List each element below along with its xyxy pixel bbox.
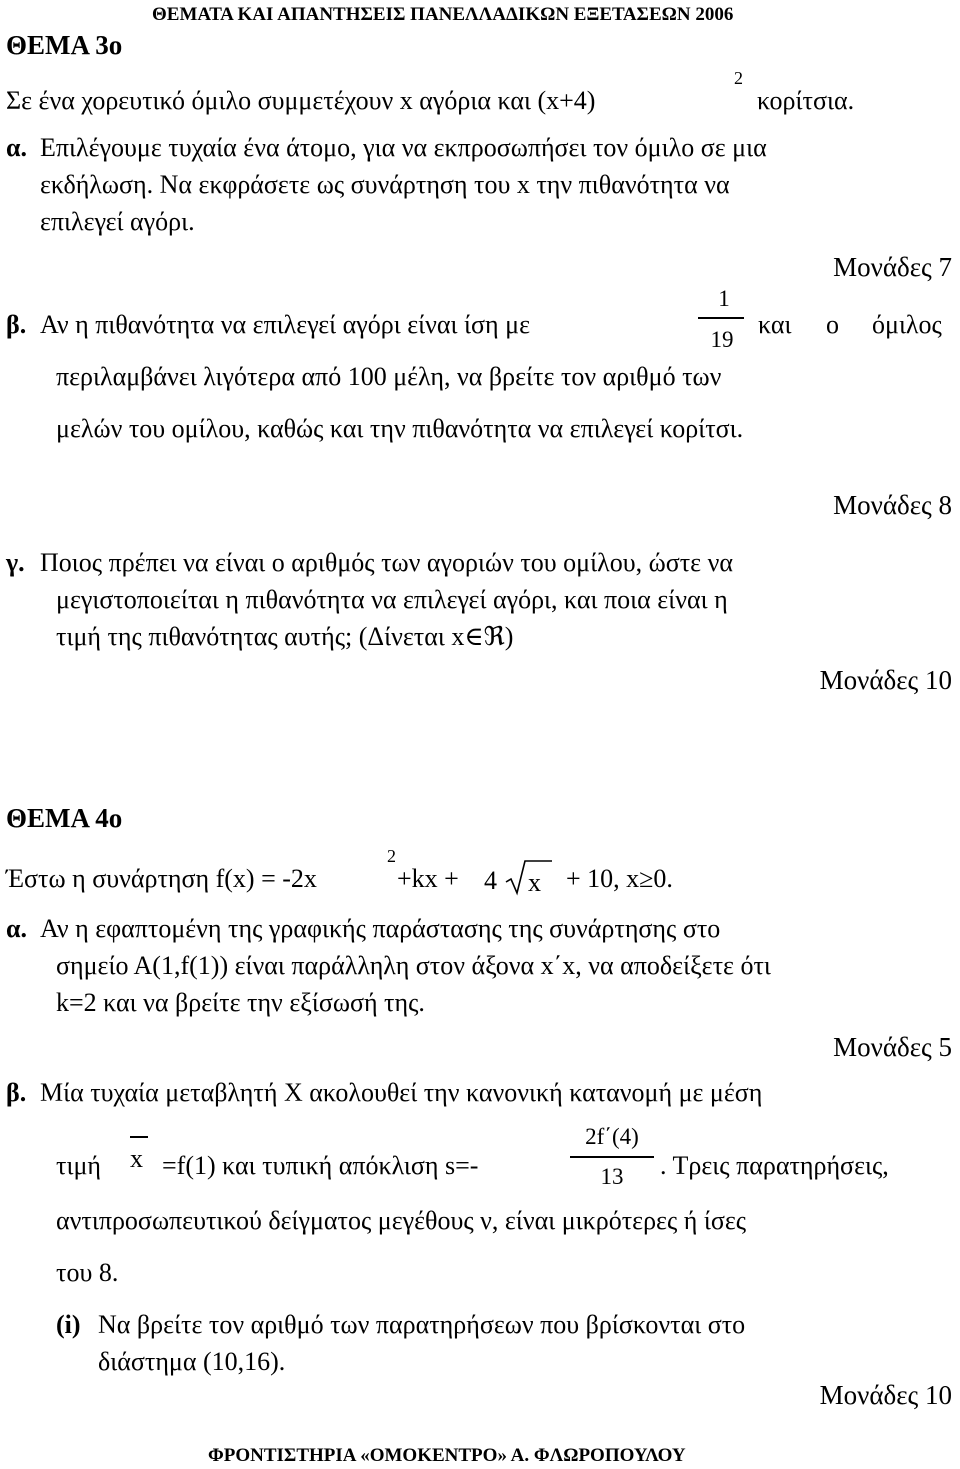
theme3-intro-end: κορίτσια. [757, 86, 855, 115]
theme3-title: ΘΕΜΑ 3ο [6, 30, 123, 60]
theme4-b-fraction-denominator: 13 [600, 1164, 624, 1189]
theme4-subquestion-i-line2: διάστημα (10,16). [98, 1347, 286, 1376]
theme3-question-b-line2: περιλαμβάνει λιγότερα από 100 μέλη, να βρείτε τον αριθμό των [56, 362, 722, 391]
theme3-question-b-line3: μελών του ομίλου, καθώς και την πιθανότητα να επιλεγεί κορίτσι. [56, 414, 744, 443]
theme3-question-b-line1d: όμιλος [872, 310, 942, 339]
theme4-function-part1: Έστω η συνάρτηση f(x) = -2x [6, 864, 317, 893]
theme4-question-b-line2a: τιμή [56, 1151, 101, 1180]
theme4-subquestion-i-line1: Να βρείτε τον αριθμό των παρατηρήσεων που βρίσκονται στο [98, 1310, 746, 1339]
theme3-question-c-points: Μονάδες 10 [819, 665, 952, 695]
theme4-function-exponent: 2 [387, 846, 396, 866]
theme4-question-b-line4: του 8. [56, 1258, 119, 1287]
theme3-question-b-label: β. [6, 310, 27, 339]
theme4-question-a-line2: σημείο Α(1,f(1)) είναι παράλληλη στον άξονα x΄x, να αποδείξετε ότι [56, 951, 771, 980]
page-footer: ΦΡΟΝΤΙΣΤΗΡΙΑ «ΟΜΟΚΕΝΤΡΟ» Α. ΦΛΩΡΟΠΟΥΛΟΥ [208, 1445, 686, 1466]
mean-bar [130, 1136, 148, 1138]
theme4-question-a-label: α. [6, 914, 28, 943]
theme4-function-coefficient: 4 [484, 866, 497, 895]
theme4-title: ΘΕΜΑ 4ο [6, 803, 123, 833]
theme4-question-b-line2c: . Τρεις παρατηρήσεις, [660, 1151, 889, 1180]
page-header-title: ΘΕΜΑΤΑ ΚΑΙ ΑΠΑΝΤΗΣΕΙΣ ΠΑΝΕΛΛΑΔΙΚΩΝ ΕΞΕΤΑΣΕΩΝ 2006 [152, 4, 734, 25]
theme4-question-a-line3: k=2 και να βρείτε την εξίσωσή της. [56, 988, 425, 1017]
theme3-question-b-line1c: ο [826, 310, 839, 339]
theme3-question-b-line1b: και [758, 310, 792, 339]
theme3-b-fraction-denominator: 19 [710, 327, 734, 352]
theme4-mean-symbol: x [130, 1144, 143, 1173]
theme4-question-a-points: Μονάδες 5 [833, 1032, 952, 1062]
theme4-question-b-label: β. [6, 1078, 27, 1107]
theme4-subquestion-i-label: (i) [56, 1310, 81, 1339]
theme4-question-b-line3: αντιπροσωπευτικού δείγματος μεγέθους ν, είναι μικρότερες ή ίσες [56, 1206, 747, 1235]
theme3-question-c-line3: τιμή της πιθανότητας αυτής; (Δίνεται x∈ℜ) [56, 622, 514, 651]
theme3-question-a-points: Μονάδες 7 [833, 252, 952, 282]
theme3-question-c-line2: μεγιστοποιείται η πιθανότητα να επιλεγεί αγόρι, και ποια είναι η [56, 585, 728, 614]
theme3-question-b-line1a: Αν η πιθανότητα να επιλεγεί αγόρι είναι ίση με [40, 310, 531, 339]
theme4-b-fraction-numerator: 2f΄(4) [585, 1124, 639, 1149]
theme4-subquestion-i-points: Μονάδες 10 [819, 1380, 952, 1410]
theme4-function-part3: + 10, x≥0. [566, 864, 673, 893]
theme3-question-a-line1: Επιλέγουμε τυχαία ένα άτομο, για να εκπροσωπήσει τον όμιλο σε μια [40, 133, 767, 162]
theme3-question-c-label: γ. [6, 548, 25, 577]
theme3-b-fraction-numerator: 1 [718, 286, 730, 311]
theme3-intro-text: Σε ένα χορευτικό όμιλο συμμετέχουν x αγόρια και (x+4) [6, 86, 596, 115]
theme4-question-b-line2b: =f(1) και τυπική απόκλιση s=- [162, 1151, 479, 1180]
theme4-function-radicand: x [528, 868, 541, 897]
theme3-question-c-line1: Ποιος πρέπει να είναι ο αριθμός των αγοριών του ομίλου, ώστε να [40, 548, 733, 577]
theme3-intro-exponent: 2 [734, 68, 743, 88]
theme4-b-fraction-bar [570, 1156, 654, 1158]
theme3-b-fraction-bar [698, 317, 744, 319]
theme3-question-a-line2: εκδήλωση. Να εκφράσετε ως συνάρτηση του x την πιθανότητα να [40, 170, 730, 199]
theme3-question-a-line3: επιλεγεί αγόρι. [40, 207, 195, 236]
theme3-intro [6, 88, 595, 114]
theme3-question-b-points: Μονάδες 8 [833, 490, 952, 520]
theme4-question-b-line1: Μία τυχαία μεταβλητή Χ ακολουθεί την κανονική κατανομή με μέση [40, 1078, 763, 1107]
theme3-question-a-label: α. [6, 133, 28, 162]
theme4-function-part2: +kx + [397, 864, 459, 893]
theme4-question-a-line1: Αν η εφαπτομένη της γραφικής παράστασης της συνάρτησης στο [40, 914, 721, 943]
